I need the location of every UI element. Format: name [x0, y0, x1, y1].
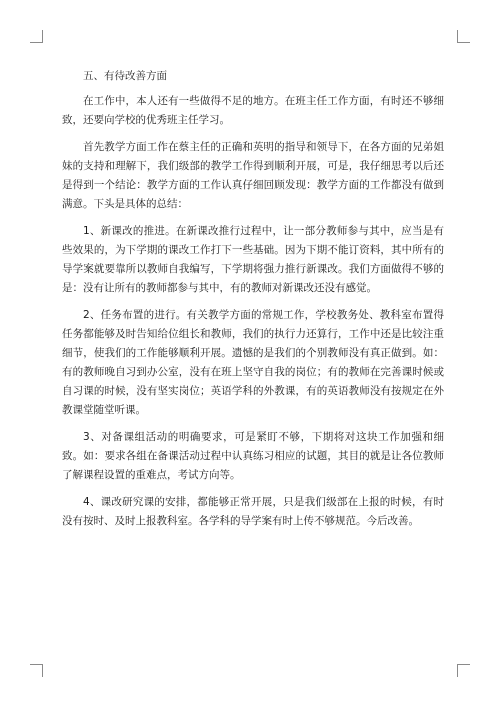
document-body: [62, 68, 444, 539]
paragraph-teaching-overview: 首先教学方面工作在蔡主任的正确和英明的指导和领导下，在各方面的兄弟姐妹的支持和理解下，我们级部的教学工作得到顺利开展，可是，我仔细思考以后还是得到一个结论：教学方面的工作认真仔细回顾发现：教学方面的工作都没有做到满意。下头是具体的总结：: [62, 141, 444, 210]
crop-mark-top-left: [30, 30, 43, 43]
crop-mark-top-right: [457, 30, 470, 43]
paragraph-item-4: 4、课改研究课的安排，都能够正常开展，只是我们级部在上报的时候，有时没有按时、及时上报教科室。各学科的导学案有时上传不够规范。今后改善。: [62, 496, 444, 527]
crop-mark-bottom-right: [457, 664, 470, 677]
paragraph-item-2: 2、任务布置的进行。有关教学方面的常规工作，学校教务处、教科室布置得任务都能够及时告知给位组长和教师，我们的执行力还算行，工作中还是比较注重细节，使我们的工作能够顺利开展。遗憾的是我们的个别教师没有真正做到。如：有的教师晚自习到办公室，没有在班上坚守自我的岗位；有的教师在完善课时候或自习课的时候，没有坚实岗位；英语学科的外教课，有的英语教师没有按规定在外教课堂随堂听课。: [62, 309, 444, 416]
crop-mark-bottom-left: [30, 664, 43, 677]
paragraph-item-3: 3、对备课组活动的明确要求，可是紧盯不够，下期将对这块工作加强和细致。如：要求各组在备课活动过程中认真练习相应的试题，其目的就是让各位教师了解课程设置的重难点，考试方向等。: [62, 431, 444, 481]
paragraph-intro: 在工作中，本人还有一些做得不足的地方。在班主任工作方面，有时还不够细致，还要向学校的优秀班主任学习。: [62, 95, 444, 126]
paragraph-item-1: 1、新课改的推进。在新课改推行过程中，让一部分教师参与其中，应当是有些效果的，为下学期的课改工作打下一些基础。因为下期不能订资料，其中所有的导学案就要靠所以教师自我编写，下学期将强力推行新课改。我们方面做得不够的是：没有让所有的教师都参与其中，有的教师对新课改还没有感觉。: [62, 225, 444, 294]
section-heading: 五、有待改善方面: [83, 70, 167, 82]
